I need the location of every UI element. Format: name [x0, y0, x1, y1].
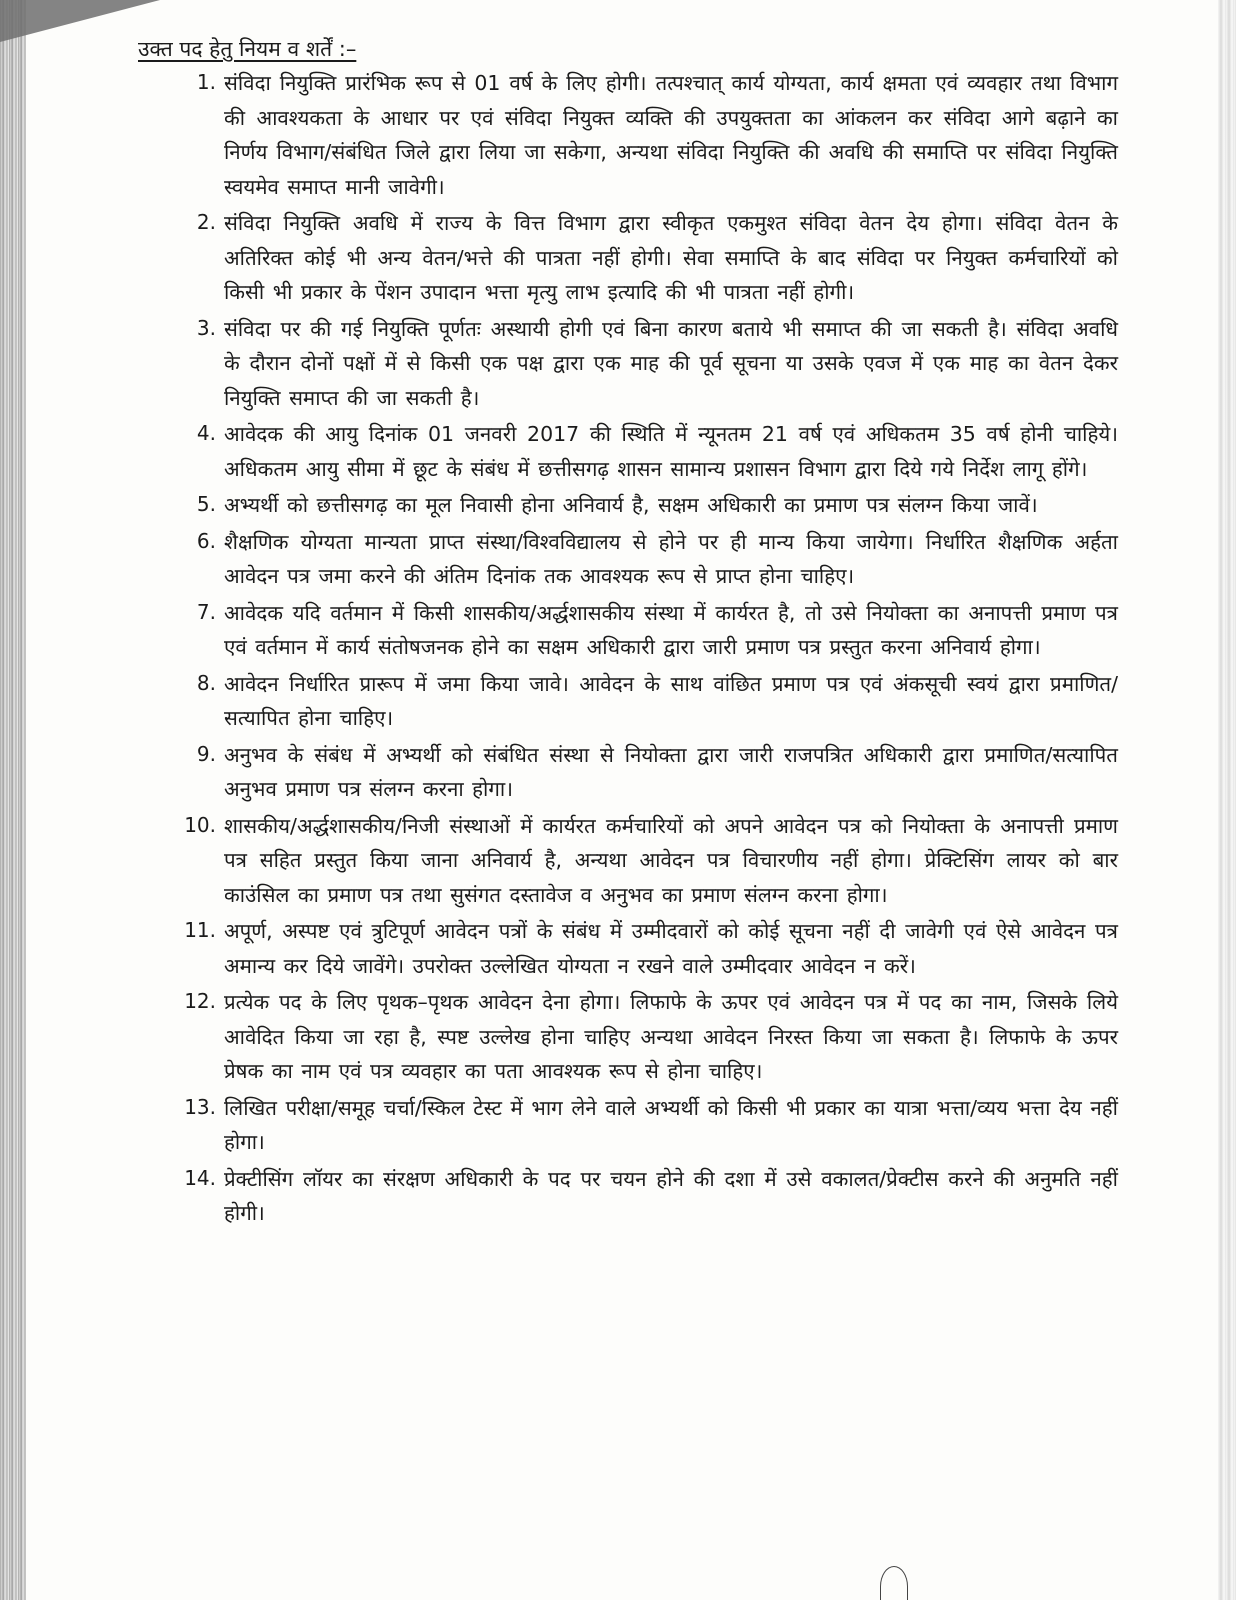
list-item: [138, 914, 1118, 983]
list-item: [138, 1091, 1118, 1160]
list-item: [138, 738, 1118, 807]
term-text: आवेदन निर्धारित प्रारूप में जमा किया जावे। आवेदन के साथ वांछित प्रमाण पत्र एवं अंकसूची स्वयं द्वारा प्रमाणित/सत्यापित होना चाहिए।: [224, 671, 1118, 730]
term-number: 6.: [196, 528, 216, 553]
list-item: [138, 312, 1118, 416]
term-text: आवेदक की आयु दिनांक 01 जनवरी 2017 की स्थिति में न्यूनतम 21 वर्ष एवं अधिकतम 35 वर्ष होनी चाहिये। अधिकतम आयु सीमा में छूट के संबंध में छत्तीसगढ़ शासन सामान्य प्रशासन विभाग द्वारा दिये गये निर्देश लागू होंगे।: [224, 422, 1118, 481]
list-item: [138, 1162, 1118, 1231]
folded-corner: [0, 0, 160, 42]
term-number: 12.: [184, 989, 216, 1013]
term-text: संविदा पर की गई नियुक्ति पूर्णतः अस्थायी होगी एवं बिना कारण बताये भी समाप्त की जा सकती है। संविदा अवधि के दौरान दोनों पक्षों में से किसी एक पक्ष द्वारा एक माह की पूर्व सूचना या उसके एवज में एक माह का वेतन देकर नियुक्ति समाप्त की जा सकती है।: [224, 316, 1118, 410]
term-text: लिखित परीक्षा/समूह चर्चा/स्किल टेस्ट में भाग लेने वाले अभ्यर्थी को किसी भी प्रकार का यात्रा भत्ता/व्यय भत्ता देय नहीं होगा।: [224, 1095, 1118, 1154]
term-text: संविदा नियुक्ति अवधि में राज्य के वित्त विभाग द्वारा स्वीकृत एकमुश्त संविदा वेतन देय होगा। संविदा वेतन के अतिरिक्त कोई भी अन्य वेतन/भत्ते की पात्रता नहीं होगी। सेवा समाप्ति के बाद संविदा पर नियुक्त कर्मचारियों को किसी भी प्रकार के पेंशन उपादान भत्ता मृत्यु लाभ इत्यादि की भी पात्रता नहीं होगी।: [224, 211, 1118, 304]
term-number: 3.: [196, 315, 216, 340]
term-text: अनुभव के संबंध में अभ्यर्थी को संबंधित संस्था से नियोक्ता द्वारा जारी राजपत्रित अधिकारी द्वारा प्रमाणित/सत्यापित अनुभव प्रमाण पत्र संलग्न करना होगा।: [224, 742, 1118, 801]
term-number: 4.: [196, 421, 216, 445]
list-item: [138, 417, 1118, 486]
page-title: उक्त पद हेतु नियम व शर्तें :–: [138, 37, 357, 61]
list-item: [138, 206, 1118, 310]
list-item: [138, 596, 1118, 665]
list-item: [138, 809, 1118, 913]
term-number: 5.: [196, 492, 216, 516]
terms-list: [138, 66, 1118, 1231]
term-text: अपूर्ण, अस्पष्ट एवं त्रुटिपूर्ण आवेदन पत्रों के संबंध में उम्मीदवारों को कोई सूचना नहीं दी जावेगी एवं ऐसे आवेदन पत्र अमान्य कर दिये जावेंगे। उपरोक्त उल्लेखित योग्यता न रखने वाले उम्मीदवार आवेदन न करें।: [224, 919, 1118, 978]
term-text: संविदा नियुक्ति प्रारंभिक रूप से 01 वर्ष के लिए होगी। तत्पश्चात् कार्य योग्यता, कार्य क्षमता एवं व्यवहार तथा विभाग की आवश्यकता के आधार पर एवं संविदा नियुक्त व्यक्ति की उपयुक्तता का आंकलन कर संविदा आगे बढ़ाने का निर्णय विभाग/संबंधित जिले द्वारा लिया जा सकेगा, अन्यथा संविदा नियुक्ति की अवधि की समाप्ति पर संविदा नियुक्ति स्वयमेव समाप्त मानी जावेगी।: [224, 71, 1118, 199]
list-item: [138, 66, 1118, 204]
term-number: 11.: [184, 918, 216, 942]
term-text: शासकीय/अर्द्धशासकीय/निजी संस्थाओं में कार्यरत कर्मचारियों को अपने आवेदन पत्र को नियोक्ता के अनापत्ती प्रमाण पत्र सहित प्रस्तुत किया जाना अनिवार्य है, अन्यथा आवेदन पत्र विचारणीय नहीं होगा। प्रेक्टिसिंग लायर को बार काउंसिल का प्रमाण पत्र तथा सुसंगत दस्तावेज व अनुभव का प्रमाण संलग्न करना होगा।: [224, 813, 1118, 907]
term-number: 14.: [184, 1165, 216, 1190]
term-number: 10.: [184, 812, 216, 837]
term-text: प्रेक्टीसिंग लॉयर का संरक्षण अधिकारी के पद पर चयन होने की दशा में उसे वकालत/प्रेक्टीस करने की अनुमति नहीं होगी।: [224, 1166, 1118, 1225]
term-number: 2.: [196, 210, 216, 234]
term-text: अभ्यर्थी को छत्तीसगढ़ का मूल निवासी होना अनिवार्य है, सक्षम अधिकारी का प्रमाण पत्र संलग्न किया जावें।: [224, 493, 1038, 517]
scan-edge-left: [0, 0, 26, 1600]
term-text: प्रत्येक पद के लिए पृथक–पृथक आवेदन देना होगा। लिफाफे के ऊपर एवं आवेदन पत्र में पद का नाम, जिसके लिये आवेदित किया जा रहा है, स्पष्ट उल्लेख होना चाहिए अन्यथा आवेदन निरस्त किया जा सकता है। लिफाफे के ऊपर प्रेषक का नाम एवं पत्र व्यवहार का पता आवश्यक रूप से होना चाहिए।: [224, 990, 1118, 1083]
list-item: [138, 667, 1118, 736]
list-item: [138, 488, 1118, 523]
term-number: 8.: [196, 670, 216, 695]
list-item: [138, 525, 1118, 594]
term-text: शैक्षणिक योग्यता मान्यता प्राप्त संस्था/विश्वविद्यालय से होने पर ही मान्य किया जायेगा। निर्धारित शैक्षणिक अर्हता आवेदन पत्र जमा करने की अंतिम दिनांक तक आवश्यक रूप से प्राप्त होना चाहिए।: [224, 529, 1118, 588]
term-number: 13.: [184, 1094, 216, 1119]
document-body: [138, 34, 1118, 1233]
page-continuation-mark: [880, 1566, 908, 1600]
list-item: [138, 985, 1118, 1089]
term-text: आवेदक यदि वर्तमान में किसी शासकीय/अर्द्धशासकीय संस्था में कार्यरत है, तो उसे नियोक्ता का अनापत्ती प्रमाण पत्र एवं वर्तमान में कार्य संतोषजनक होने का सक्षम अधिकारी द्वारा जारी प्रमाण पत्र प्रस्तुत करना अनिवार्य होगा।: [224, 600, 1118, 659]
term-number: 9.: [196, 741, 216, 766]
term-number: 7.: [196, 599, 216, 624]
scan-edge-right: [1218, 0, 1236, 1600]
term-number: 1.: [196, 70, 216, 94]
